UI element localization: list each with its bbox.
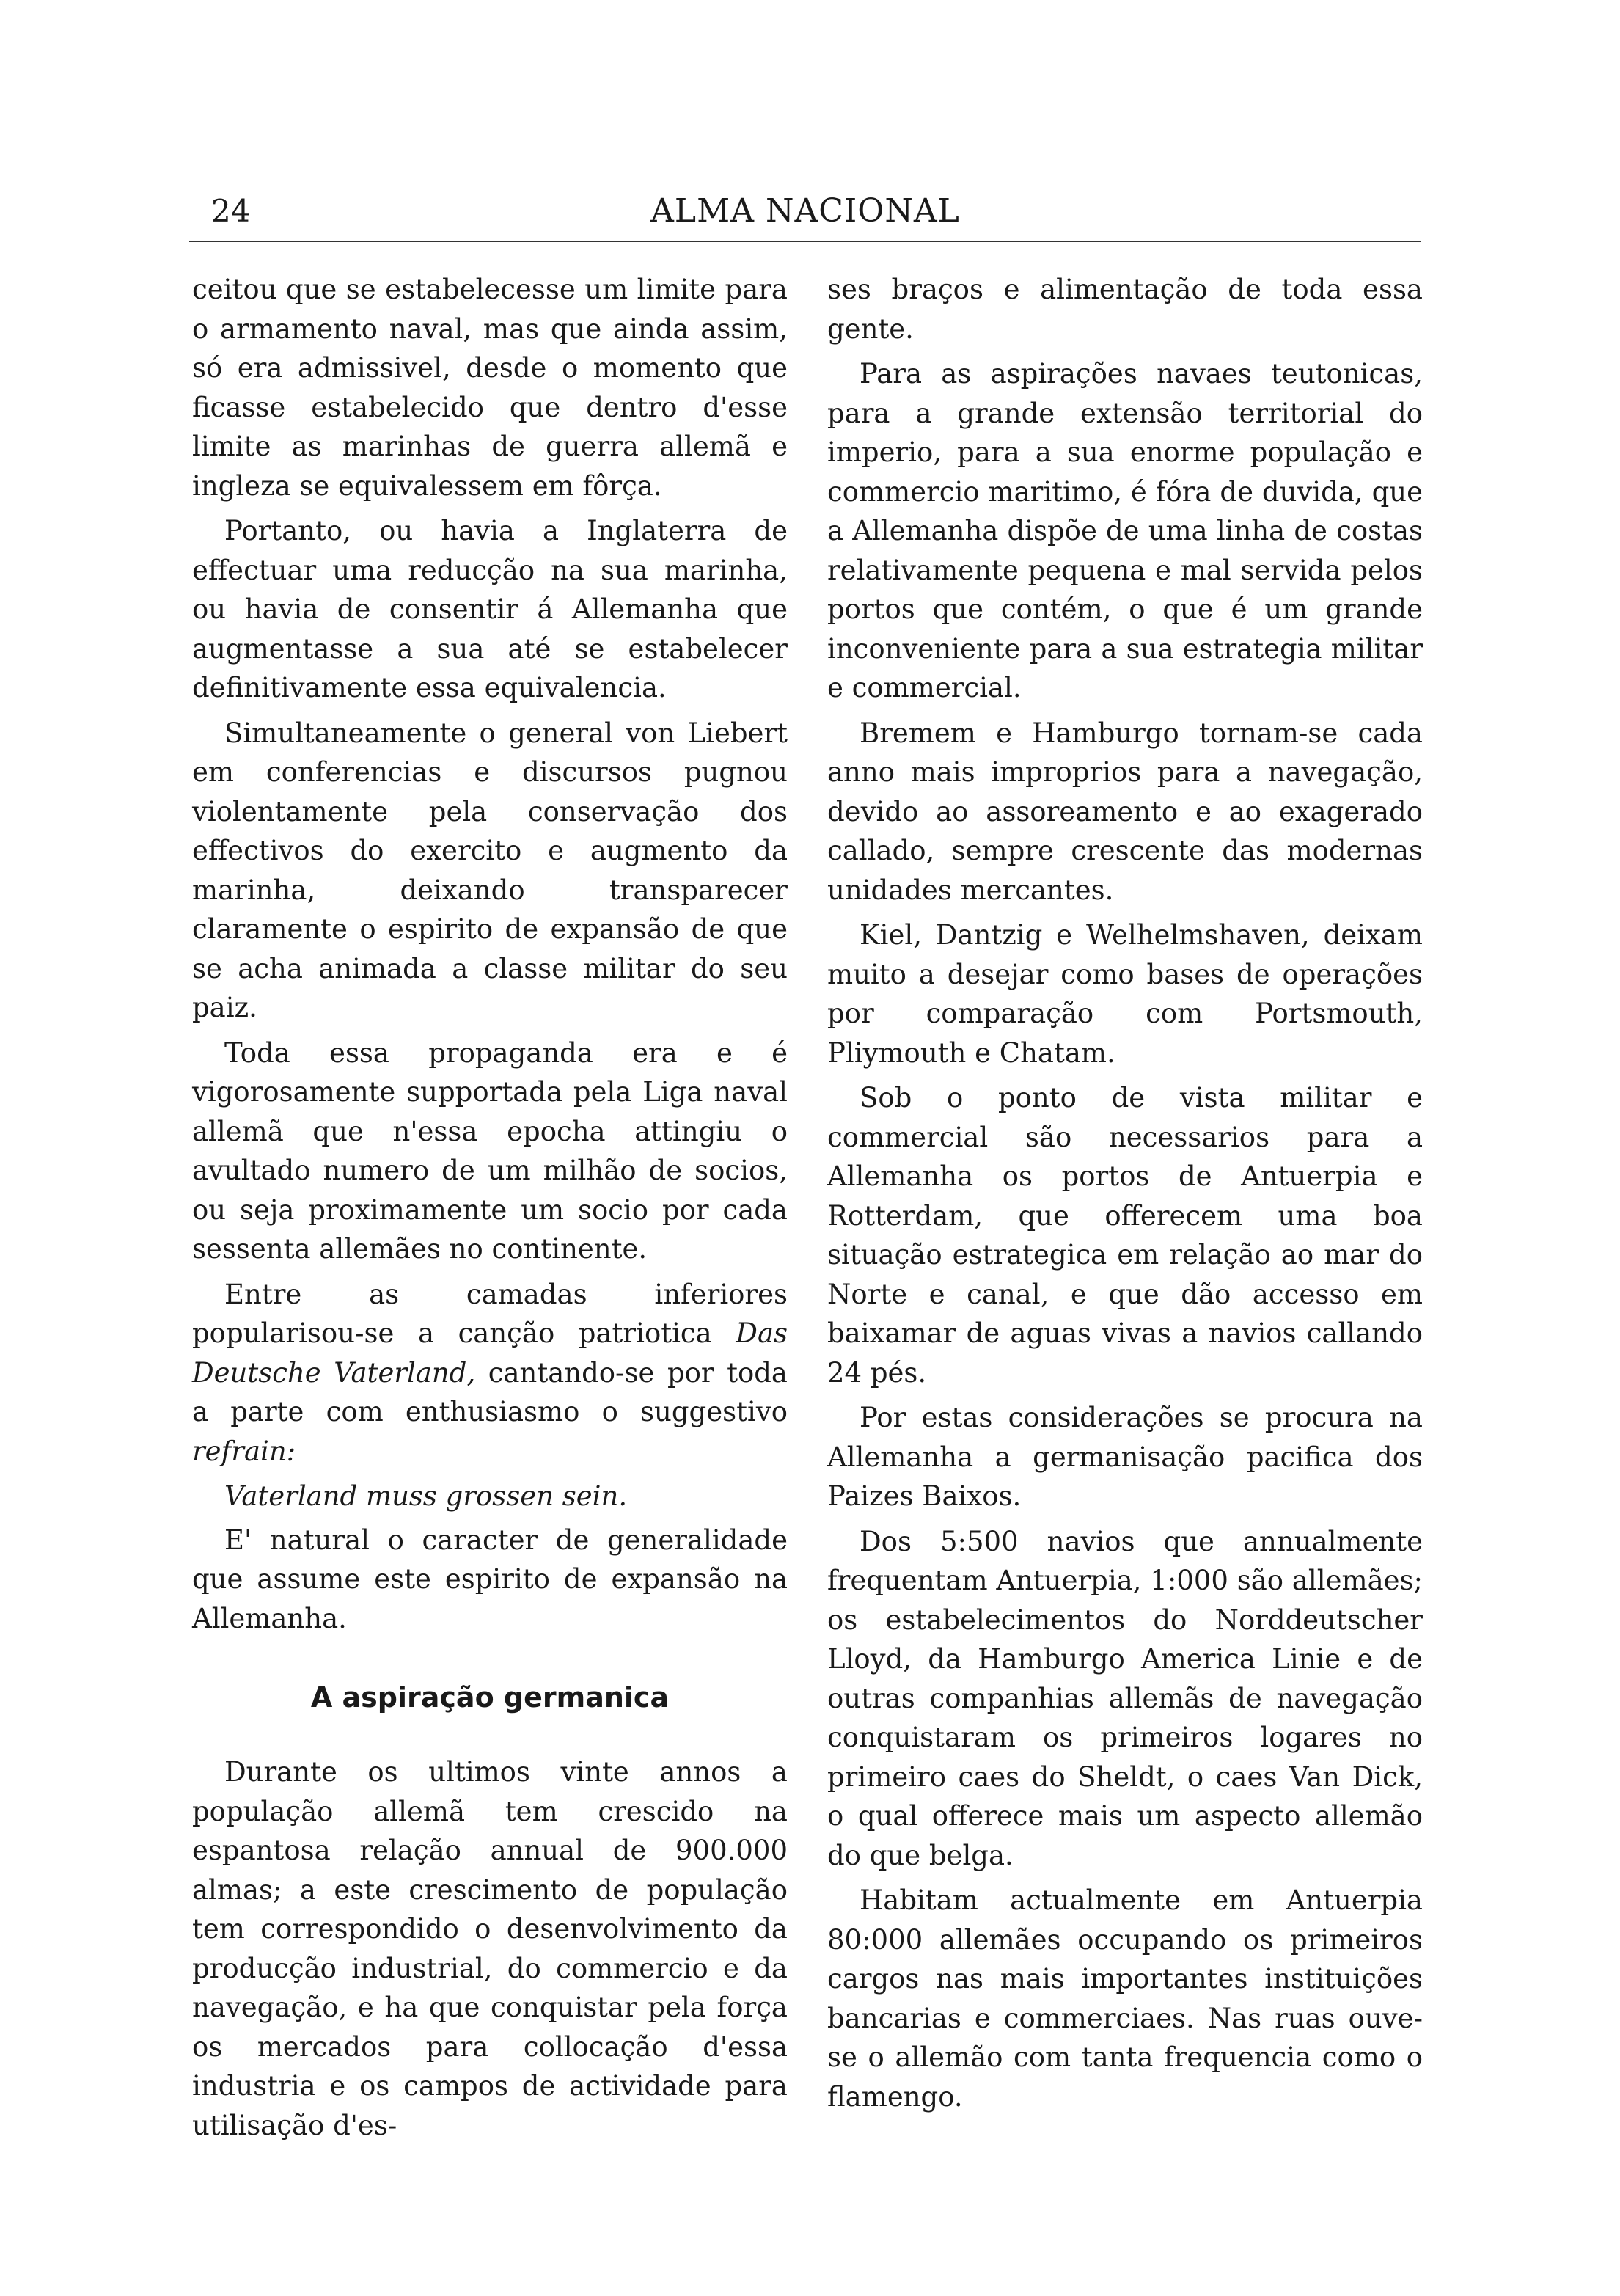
song-title: Das Deutsche Vaterland, [192, 1317, 788, 1389]
paragraph: Portanto, ou havia a Inglaterra de effectuar uma reducção na sua marinha, ou havia de consentir á Allemanha que augmentasse a sua até se estabelecer definitivamente essa equivalencia. [192, 515, 788, 703]
text-run: cantando-se por toda a parte com enthusiasmo o suggestivo [192, 1356, 788, 1427]
paragraph: Por estas considerações se procura na Allemanha a germanisação pacifica dos Paizes Baixos. [827, 1402, 1423, 1512]
paragraph: ses braços e alimentação de toda essa gente. [827, 274, 1423, 345]
left-column [192, 270, 788, 2151]
right-column [827, 270, 1423, 2122]
paragraph: E' natural o caracter de generalidade que assume este espirito de expansão na Allemanha. [192, 1524, 788, 1634]
refrain-word: refrain: [192, 1435, 296, 1467]
text-run: Entre as camadas inferiores popularisou-se a canção patriotica [192, 1278, 788, 1349]
paragraph: Toda essa propaganda era e é vigorosamente supportada pela Liga naval allemã que n'essa epocha attingiu o avultado numero de um milhão de socios, ou seja proximamente um socio por cada sessenta allemães no continente. [192, 1037, 788, 1265]
paragraph: Bremem e Hamburgo tornam-se cada anno mais improprios para a navegação, devido ao assoreamento e ao exagerado callado, sempre crescente das modernas unidades mercantes. [827, 717, 1423, 906]
section-heading: A aspiração germanica [310, 1681, 670, 1714]
page-number: 24 [211, 193, 251, 229]
paragraph: Sob o ponto de vista militar e commercial são necessarios para a Allemanha os portos de Antuerpia e Rotterdam, que offerecem uma boa situação estrategica em relação ao mar do Norte e canal, e que dão accesso em baixamar de aguas vivas a navios callando 24 pés. [827, 1082, 1423, 1389]
paragraph: Para as aspirações navaes teutonicas, para a grande extensão territorial do imperio, para a sua enorme população e commercio maritimo, é fóra de duvida, que a Allemanha dispõe de uma linha de costas relativamente pequena e mal servida pelos portos que contém, o que é um grande inconveniente para a sua estrategia militar e commercial. [827, 358, 1423, 703]
paragraph: Dos 5:500 navios que annualmente frequentam Antuerpia, 1:000 são allemães; os estabelecimentos do Norddeutscher Lloyd, da Hamburgo America Linie e de outras companhias allemãs de navegação conquistaram os primeiros logares no primeiro caes do Sheldt, o caes Van Dick, o qual offerece mais um aspecto allemão do que belga. [827, 1525, 1423, 1871]
running-title: ALMA NACIONAL [650, 192, 960, 230]
header-rule [189, 241, 1421, 242]
paragraph: Simultaneamente o general von Liebert em conferencias e discursos pugnou violentamente pela conservação dos effectivos do exercito e augmento da marinha, deixando transparecer claramente o espirito de expansão de que se acha animada a classe militar do seu paiz. [192, 717, 788, 1023]
paragraph: Habitam actualmente em Antuerpia 80:000 allemães occupando os primeiros cargos nas mais importantes instituições bancarias e commerciaes. Nas ruas ouve-se o allemão com tanta frequencia como o flamengo. [827, 1884, 1423, 2113]
paragraph: ceitou que se estabelecesse um limite para o armamento naval, mas que ainda assim, só era admissivel, desde o momento que ficasse estabelecido que dentro d'esse limite as marinhas de guerra allemã e ingleza se equivalessem em fôrça. [192, 274, 788, 502]
paragraph: Kiel, Dantzig e Welhelmshaven, deixam muito a desejar como bases de operações por comparação com Portsmouth, Pliymouth e Chatam. [827, 919, 1423, 1069]
paragraph [192, 1275, 788, 1471]
paragraph: Durante os ultimos vinte annos a população allemã tem crescido na espantosa relação annual de 900.000 almas; a este crescimento de população tem correspondido o desenvolvimento da producção industrial, do commercio e da navegação, e ha que conquistar pela força os mercados para collocação d'essa industria e os campos de actividade para utilisação d'es- [192, 1756, 788, 2141]
refrain-verse: Vaterland muss grossen sein. [224, 1480, 628, 1512]
page-header [189, 189, 1421, 233]
